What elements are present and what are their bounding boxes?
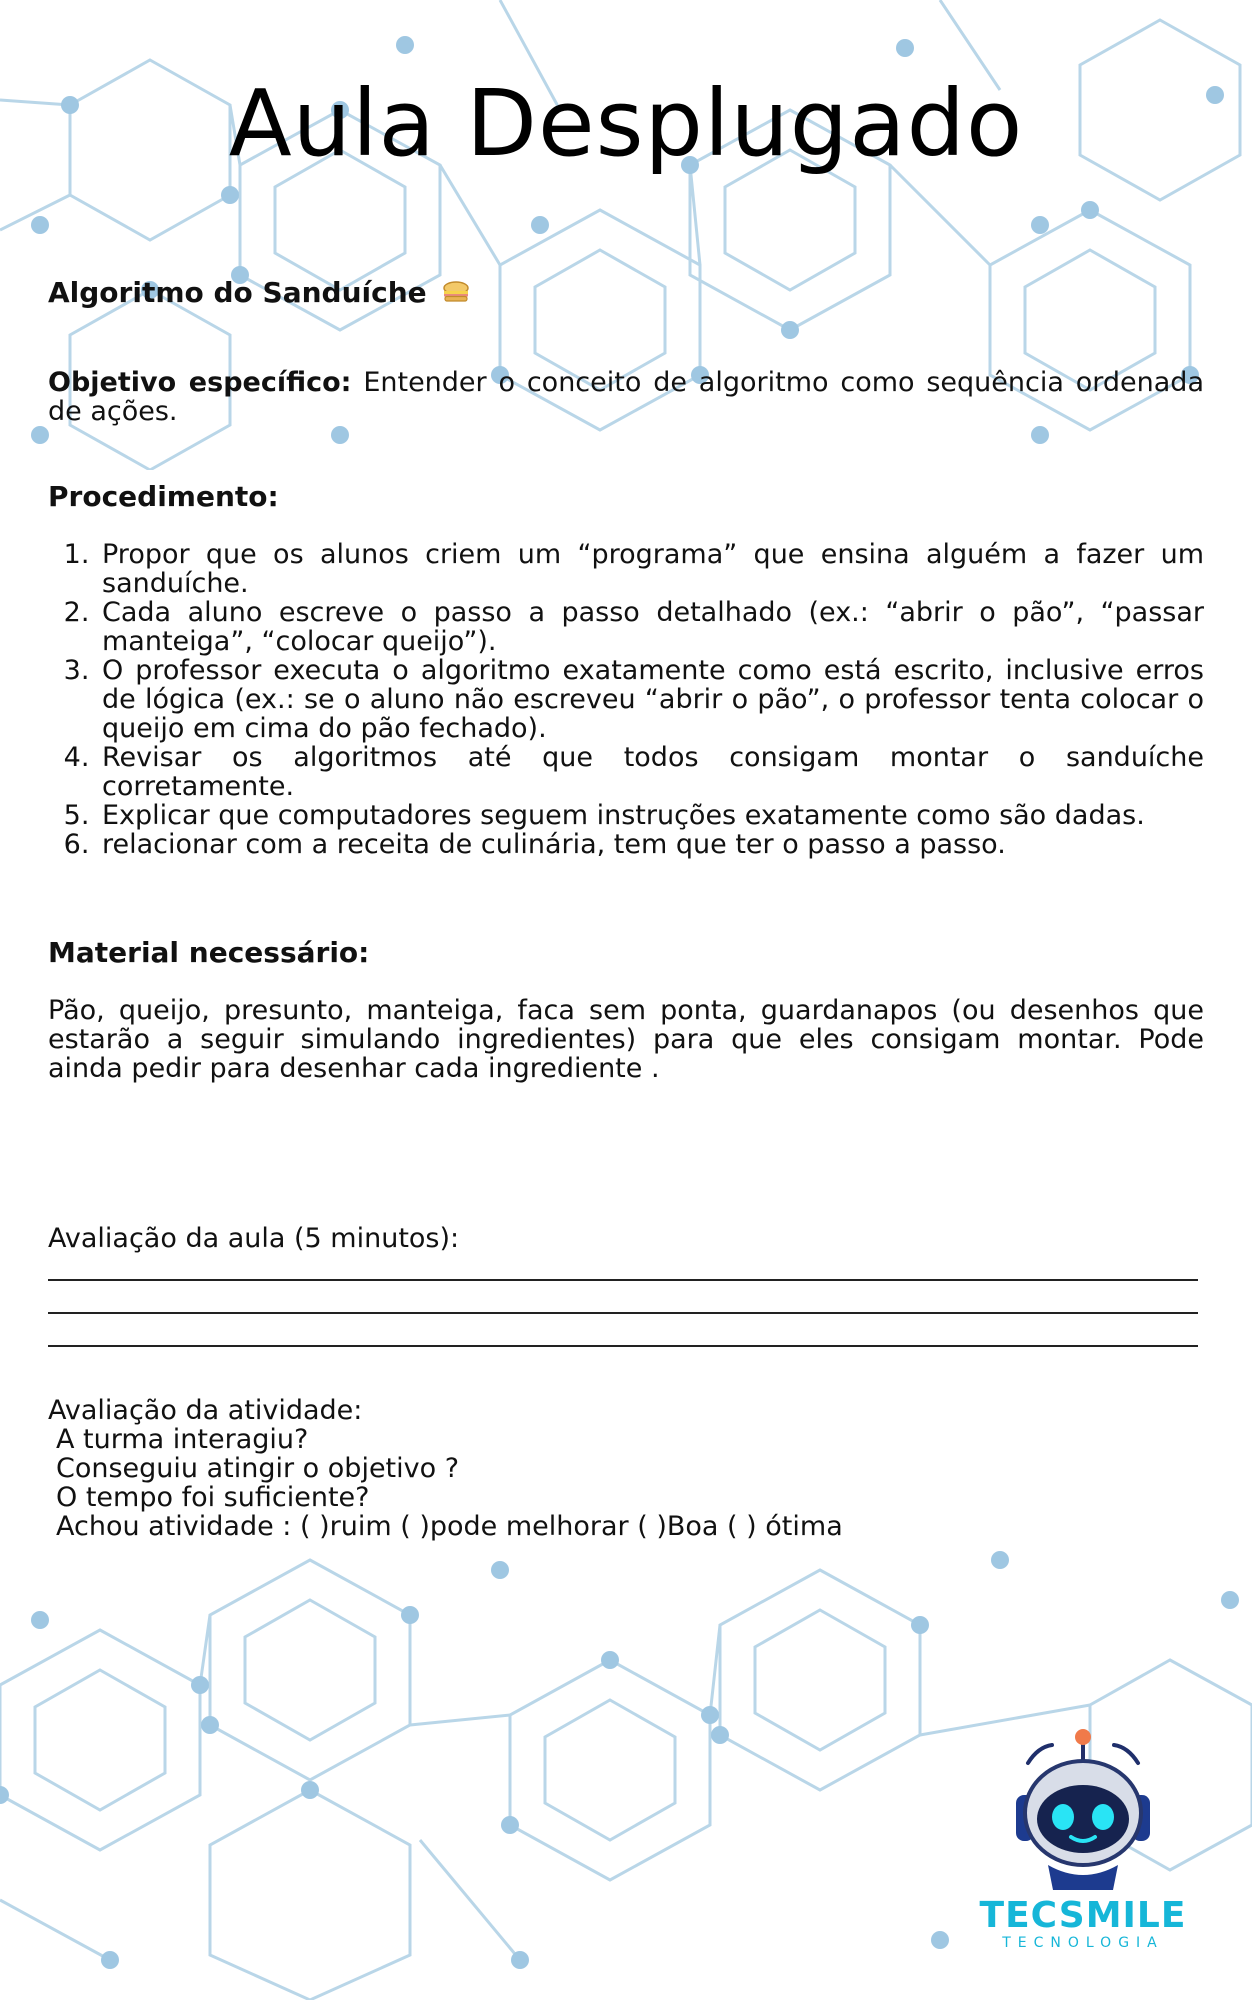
procedure-step: 3. O professor executa o algoritmo exatamente como está escrito, inclusive erros de lógica (ex.: se o aluno não escreveu “abrir o pão”, o professor tenta colocar o queijo em cima do pão fechado).	[98, 656, 1204, 743]
answer-line	[48, 1248, 1198, 1281]
procedure-heading: Procedimento:	[48, 480, 279, 513]
procedure-step: 5. Explicar que computadores seguem instruções exatamente como são dadas.	[98, 801, 1204, 830]
answer-line	[48, 1281, 1198, 1314]
sandwich-icon	[442, 280, 470, 309]
answer-line	[48, 1314, 1198, 1347]
activity-eval-label: Avaliação da atividade:	[48, 1395, 363, 1426]
procedure-step: 4. Revisar os algoritmos até que todos consigam montar o sanduíche corretamente.	[98, 743, 1204, 801]
materials-text: Pão, queijo, presunto, manteiga, faca sem ponta, guardanapos (ou desenhos que estarão a seguir simulando ingredientes) para que eles consigam montar. Pode ainda pedir para desenhar cada ingrediente .	[48, 995, 1204, 1084]
page-title: Aula Desplugado	[228, 70, 1024, 177]
brand-tagline: TECNOLOGIA	[1002, 1935, 1164, 1951]
activity-eval-block	[48, 1396, 1204, 1541]
activity-title	[48, 278, 1204, 309]
procedure-step: 6. relacionar com a receita de culinária, tem que ter o passo a passo.	[98, 830, 1204, 859]
eval-question: A turma interagiu?	[56, 1424, 309, 1455]
brand-name: TECSMILE	[979, 1895, 1187, 1936]
activity-title-text: Algoritmo do Sanduíche	[48, 276, 427, 309]
brand-logo	[968, 1725, 1198, 1955]
procedure-step: 1. Propor que os alunos criem um “programa” que ensina alguém a fazer um sanduíche.	[98, 540, 1204, 598]
procedure-list	[48, 540, 1204, 859]
eval-question: O tempo foi suficiente?	[56, 1482, 370, 1513]
procedure-list-wrapper	[48, 540, 1204, 859]
eval-question: Conseguiu atingir o objetivo ?	[56, 1453, 460, 1484]
lesson-eval-lines	[48, 1248, 1204, 1347]
procedure-step: 2. Cada aluno escreve o passo a passo detalhado (ex.: “abrir o pão”, “passar manteiga”, “colocar queijo”).	[98, 598, 1204, 656]
robot-mascot-icon	[968, 1725, 1198, 1895]
objective-paragraph	[48, 368, 1204, 426]
objective-label: Objetivo específico:	[48, 367, 352, 398]
materials-heading: Material necessário:	[48, 936, 370, 969]
objective-text: Entender o conceito de algoritmo como sequência ordenada de ações.	[48, 367, 1204, 427]
eval-question: Achou atividade : ( )ruim ( )pode melhorar ( )Boa ( ) ótima	[56, 1511, 843, 1542]
lesson-eval-label: Avaliação da aula (5 minutos):	[48, 1223, 460, 1254]
